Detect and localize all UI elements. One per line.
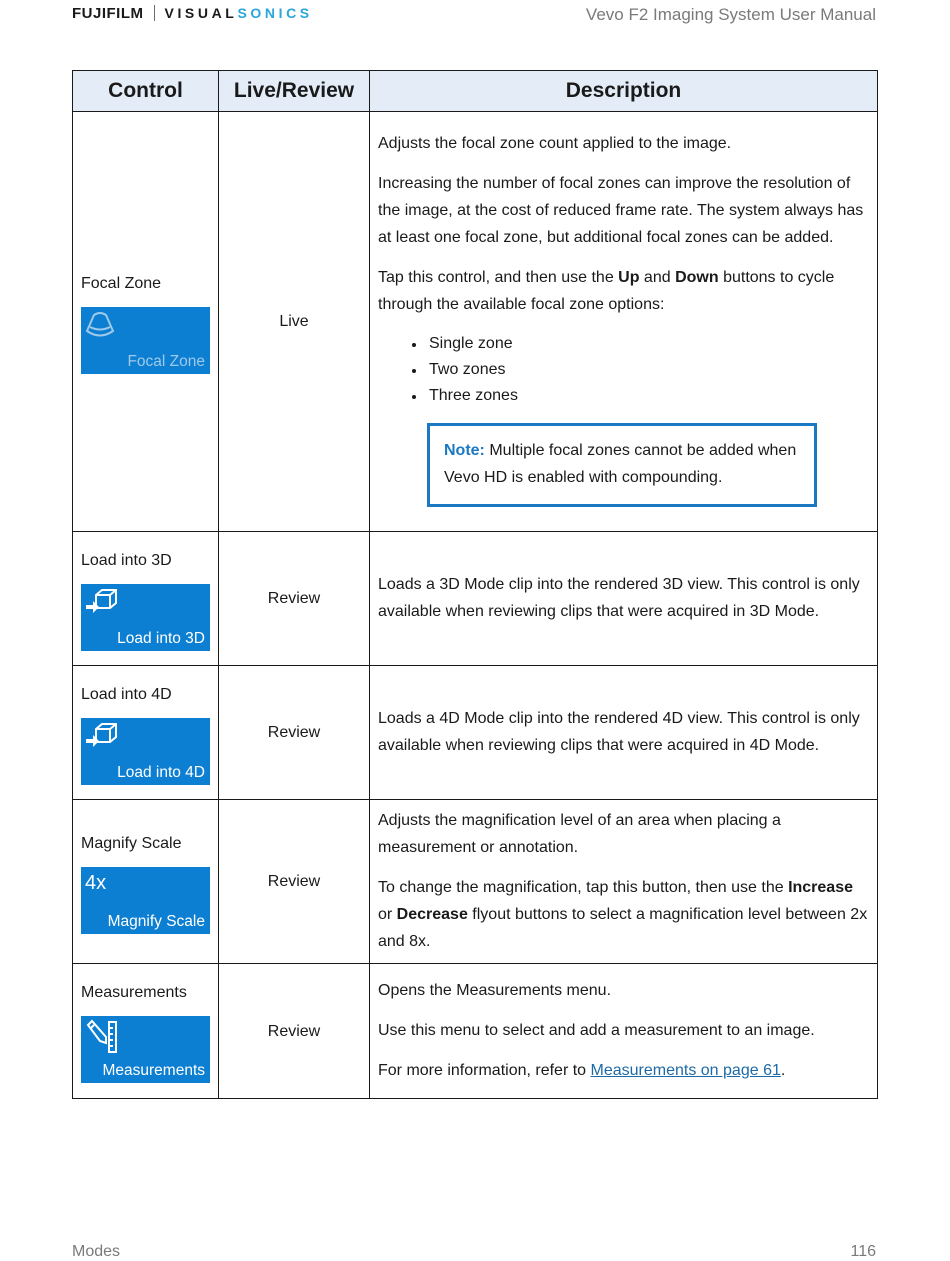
control-name: Magnify Scale — [81, 834, 182, 852]
fujifilm-visualsonics-logo — [72, 4, 313, 22]
header-description: Description — [370, 71, 878, 112]
control-cell — [73, 964, 219, 1099]
load-into-4d-button-label: Load into 4D — [117, 763, 205, 781]
control-cell — [73, 112, 219, 532]
desc-paragraph: Adjusts the magnification level of an area when placing a measurement or annotation. — [378, 811, 781, 856]
load-into-3d-button[interactable] — [81, 584, 210, 651]
page-header — [0, 0, 950, 40]
table-row — [73, 666, 878, 800]
desc-paragraph: Loads a 4D Mode clip into the rendered 4D view. This control is only available when reviewing clips that were acquired in 4D Mode. — [378, 709, 860, 754]
header-control: Control — [73, 71, 219, 112]
list-item: Three zones — [429, 383, 869, 409]
mode-cell: Review — [219, 532, 370, 666]
desc-paragraph: Opens the Measurements menu. — [378, 981, 612, 999]
load-into-4d-button[interactable] — [81, 718, 210, 785]
controls-table — [72, 70, 878, 1099]
desc-paragraph: Adjusts the focal zone count applied to the image. — [378, 135, 732, 152]
control-name: Measurements — [81, 984, 187, 1001]
load-cube-icon — [84, 587, 120, 628]
mode-cell: Review — [219, 964, 370, 1099]
logo-fujifilm-text: FUJIFILM — [72, 4, 144, 22]
pencil-ruler-icon — [84, 1019, 120, 1064]
focal-zone-icon — [84, 310, 118, 351]
load-into-3d-button-label: Load into 3D — [117, 629, 205, 647]
desc-paragraph: Loads a 3D Mode clip into the rendered 3D view. This control is only available when reviewing clips that were acquired in 3D Mode. — [378, 575, 860, 620]
measurements-button[interactable] — [81, 1016, 210, 1083]
desc-paragraph: To change the magnification, tap this button, then use the Increase or Decrease flyout buttons to select a magnification level between 2x and 8x. — [378, 878, 868, 950]
document-title: Vevo F2 Imaging System User Manual — [585, 5, 876, 24]
measurements-button-label: Measurements — [102, 1062, 205, 1079]
table-header-row — [73, 71, 878, 112]
table-row — [73, 800, 878, 964]
focal-zone-button-label: Focal Zone — [127, 352, 205, 370]
description-cell — [370, 112, 878, 532]
control-cell — [73, 666, 219, 800]
description-cell — [370, 964, 878, 1099]
control-name: Load into 4D — [81, 685, 172, 703]
control-cell — [73, 532, 219, 666]
load-cube-icon — [84, 721, 120, 762]
desc-paragraph: For more information, refer to Measurements on page 61. — [378, 1061, 786, 1079]
magnify-scale-button-label: Magnify Scale — [107, 912, 205, 930]
logo-sonics-text: SONICS — [237, 5, 313, 21]
control-cell — [73, 800, 219, 964]
magnify-scale-button[interactable] — [81, 867, 210, 934]
focal-zone-button[interactable] — [81, 307, 210, 374]
magnify-value: 4x — [85, 871, 107, 894]
footer-page-number: 116 — [850, 1243, 876, 1260]
list-item: Single zone — [429, 331, 869, 357]
description-cell — [370, 532, 878, 666]
header-live-review: Live/Review — [219, 71, 370, 112]
note-label: Note: — [444, 442, 485, 459]
mode-cell: Review — [219, 800, 370, 964]
footer-section-name: Modes — [72, 1243, 121, 1260]
description-cell — [370, 666, 878, 800]
logo-visual-text: VISUAL — [164, 5, 238, 21]
table-row — [73, 112, 878, 532]
table-row — [73, 964, 878, 1099]
note-text: Multiple focal zones cannot be added when Vevo HD is enabled with compounding. — [444, 442, 797, 486]
desc-paragraph: Tap this control, and then use the Up and Down buttons to cycle through the available focal zone options: — [378, 269, 835, 313]
description-cell — [370, 800, 878, 964]
mode-cell: Review — [219, 666, 370, 800]
note-box — [427, 423, 817, 507]
list-item: Two zones — [429, 357, 869, 383]
desc-paragraph: Increasing the number of focal zones can improve the resolution of the image, at the cost of reduced frame rate. The system always has at least one focal zone, but additional focal zones can be added. — [378, 175, 864, 246]
table-row — [73, 532, 878, 666]
mode-cell: Live — [219, 112, 370, 532]
measurements-page-link[interactable]: Measurements on page 61 — [590, 1061, 781, 1079]
focal-zone-options-list — [378, 331, 869, 409]
logo-divider — [154, 5, 155, 21]
desc-paragraph: Use this menu to select and add a measurement to an image. — [378, 1021, 815, 1039]
control-name: Load into 3D — [81, 551, 172, 569]
control-name: Focal Zone — [81, 274, 162, 292]
